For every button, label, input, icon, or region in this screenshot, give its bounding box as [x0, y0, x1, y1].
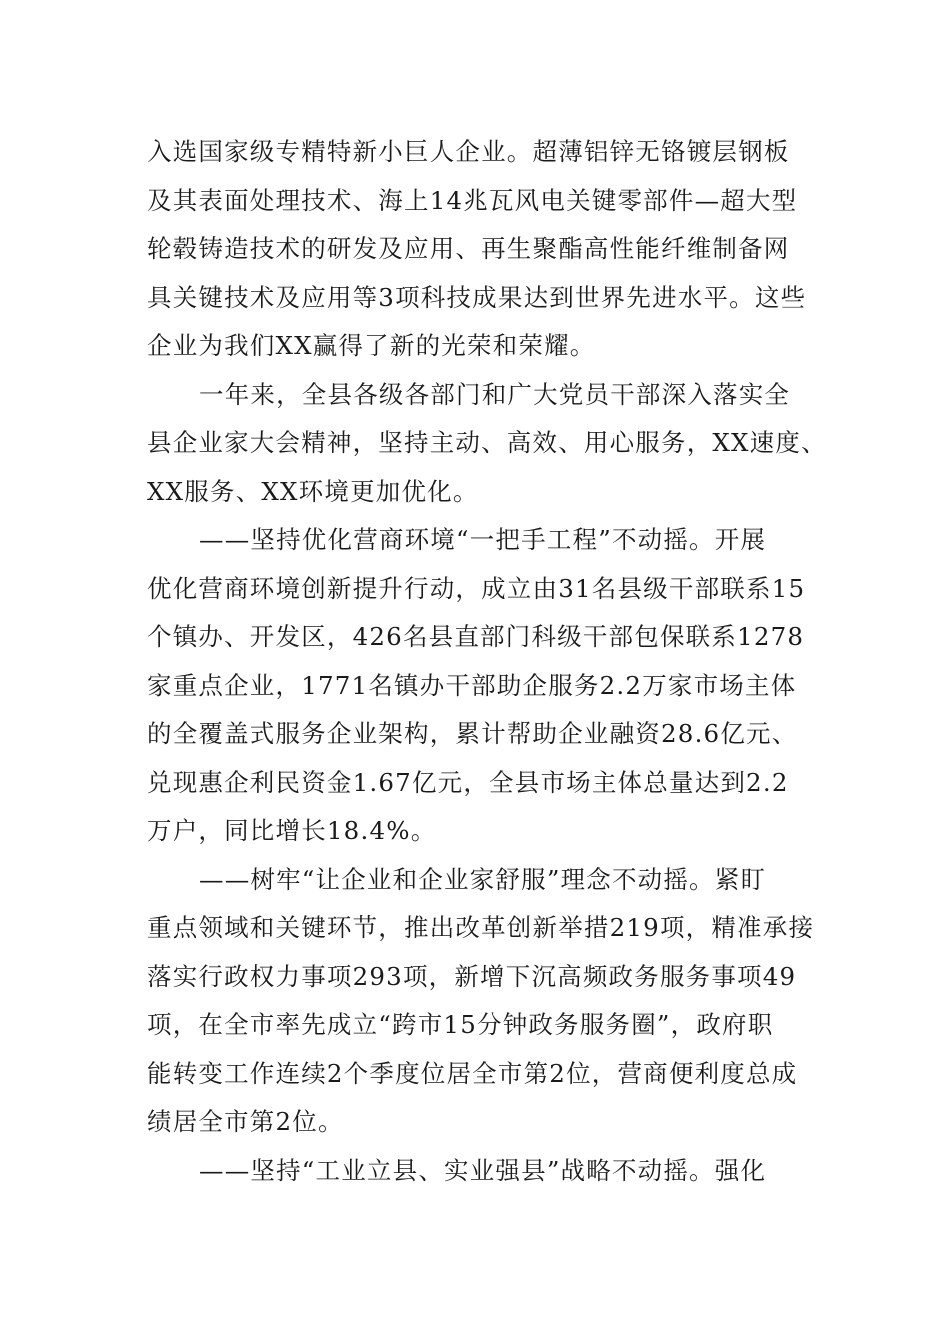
text-line: XX服务、XX环境更加优化。 — [147, 476, 479, 506]
text-line: 个镇办、开发区，426名县直部门科级干部包保联系1278 — [147, 622, 805, 651]
text-line: 的全覆盖式服务企业架构，累计帮助企业融资28.6亿元、 — [147, 719, 798, 748]
text-line: 入选国家级专精特新小巨人企业。超薄铝锌无铬镀层钢板 — [147, 137, 790, 166]
text-line: 及其表面处理技术、海上14兆瓦风电关键零部件—超大型 — [147, 185, 798, 215]
text-line: 县企业家大会精神，坚持主动、高效、用心服务，XX速度、 — [147, 428, 827, 457]
text-line: 具关键技术及应用等3项科技成果达到世界先进水平。这些 — [147, 282, 807, 312]
paragraph-start-line: ——坚持优化营商环境“一把手工程”不动摇。开展 — [199, 525, 767, 554]
text-line: 企业为我们XX赢得了新的光荣和荣耀。 — [147, 331, 596, 360]
text-line: 兑现惠企利民资金1.67亿元，全县市场主体总量达到2.2 — [147, 767, 789, 797]
document-body — [147, 128, 827, 1195]
text-line: 优化营商环境创新提升行动，成立由31名县级干部联系15 — [147, 573, 806, 603]
text-line: 万户，同比增长18.4%。 — [147, 816, 437, 845]
paragraph-start-line: ——树牢“让企业和企业家舒服”理念不动摇。紧盯 — [199, 864, 767, 894]
text-line: 能转变工作连续2个季度位居全市第2位，营商便利度总成 — [147, 1058, 798, 1088]
text-line: 轮毂铸造技术的研发及应用、再生聚酯高性能纤维制备网 — [147, 234, 790, 263]
paragraph-start-line: 一年来，全县各级各部门和广大党员干部深入落实全 — [199, 379, 791, 409]
text-line: 重点领域和关键环节，推出改革创新举措219项，精准承接 — [147, 913, 815, 942]
text-line: 绩居全市第2位。 — [147, 1107, 344, 1136]
text-line: 家重点企业，1771名镇办干部助企服务2.2万家市场主体 — [147, 670, 797, 700]
text-line: 项，在全市率先成立“跨市15分钟政务服务圈”，政府职 — [147, 1010, 774, 1039]
paragraph-start-line: ——坚持“工业立县、实业强县”战略不动摇。强化 — [199, 1155, 767, 1185]
text-line: 落实行政权力事项293项，新增下沉高频政务服务事项49 — [147, 961, 797, 991]
